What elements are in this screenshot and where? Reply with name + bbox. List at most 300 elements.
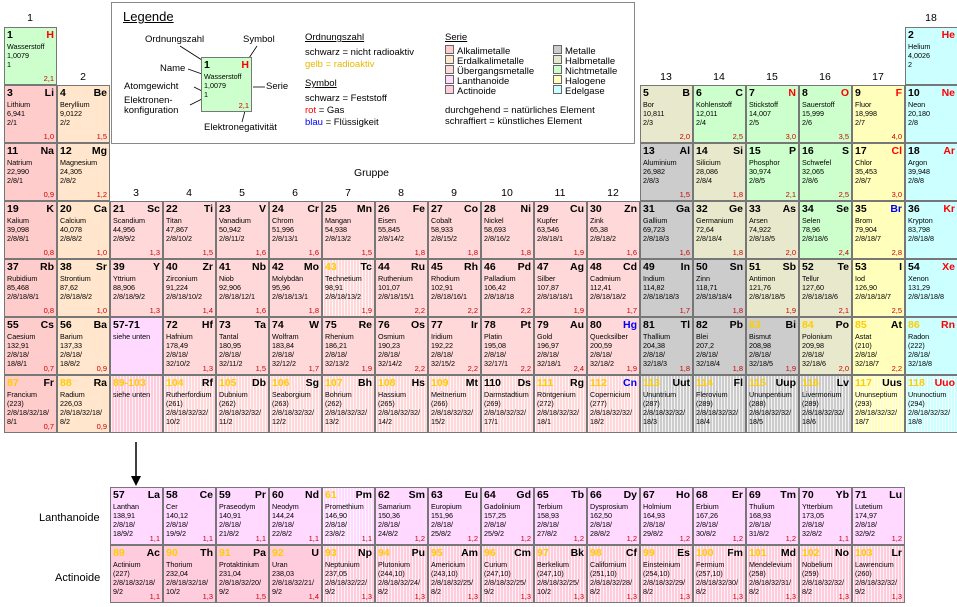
element-Ru[interactable] [375,259,428,317]
actinoid-Ac[interactable] [110,545,163,603]
element-symbol: Th [200,547,213,559]
electronegativity: 2,4 [838,248,849,257]
lanthanoid-Gd[interactable] [481,487,534,545]
actinoid-Np[interactable] [322,545,375,603]
lanthanoid-La[interactable] [110,487,163,545]
element-symbol: Rn [941,319,955,331]
element-symbol: Mg [91,145,107,157]
element-H[interactable] [4,27,57,85]
electron-configuration: 2/8/18/ 27/8/2 [537,520,559,538]
atomic-mass: (266) [431,399,448,408]
electronegativity: 1,8 [414,248,425,257]
atomic-mass: 51,996 [272,225,294,234]
element-Na[interactable] [4,143,57,201]
electronegativity: 1,2 [414,534,425,543]
element-name: Iod [855,274,865,283]
lanthanoid-Tb[interactable] [534,487,587,545]
atomic-number: 105 [219,377,237,389]
element-Br[interactable] [852,201,905,259]
element-symbol: Xe [942,261,955,273]
group-label-9: 9 [451,187,457,199]
element-C[interactable] [693,85,746,143]
element-Nb[interactable] [216,259,269,317]
actinoid-Th[interactable] [163,545,216,603]
electronegativity: 2,2 [891,364,902,373]
lanthanoid-Er[interactable] [693,487,746,545]
element-name: Wasserstoff [7,42,45,51]
element-name: Cer [166,502,178,511]
legend-symbol-blue-rest: = Flüssigkeit [322,117,379,128]
atomic-mass: (222) [908,341,925,350]
element-name: Mangan [325,216,351,225]
atomic-mass: (243,10) [431,569,458,578]
element-symbol: Pd [517,261,531,273]
atomic-mass: (244,10) [378,569,405,578]
element-symbol: Tc [360,261,372,273]
element-symbol: Uup [775,377,796,389]
electron-configuration: 2/8/18/32/32/ 8/2 [802,578,844,596]
legend-sample-symbol: H [241,59,249,71]
element-name: Chlor [855,158,873,167]
atomic-number: 71 [855,489,867,501]
element-W[interactable] [269,317,322,375]
element-Ag[interactable] [534,259,587,317]
element-name: Europium [431,502,462,511]
electron-configuration: 2/8/18/ 23/8/2 [325,520,347,538]
element-O[interactable] [799,85,852,143]
electron-configuration: 2/8/18/ 32/10/2 [166,350,190,368]
lanthanoid-Lu[interactable] [852,487,905,545]
lanthanoid-Ce[interactable] [163,487,216,545]
electronegativity: 1,3 [626,592,637,601]
element-Lv[interactable] [799,375,852,433]
element-name: Chrom [272,216,294,225]
element-Sb[interactable] [746,259,799,317]
element-symbol: B [682,87,690,99]
atomic-mass: 1,0079 [7,51,29,60]
gruppe-label: Gruppe [354,167,390,179]
element-Sn[interactable] [693,259,746,317]
electronegativity: 1,3 [467,592,478,601]
electron-configuration: 2/8/18/ 31/8/2 [749,520,771,538]
element-Ga[interactable] [640,201,693,259]
element-name: Lanthan [113,502,139,511]
element-Cl[interactable] [852,143,905,201]
element-Cd[interactable] [587,259,640,317]
actinoid-Pu[interactable] [375,545,428,603]
element-P[interactable] [746,143,799,201]
element-Tl[interactable] [640,317,693,375]
electron-configuration: 2/8/18/12/1 [219,292,255,301]
electron-configuration: 2/8/18/32/32/ 18/7 [855,408,897,426]
legend-series-label: Halbmetalle [565,56,616,67]
electron-configuration: 2/8/18/7 [855,234,881,243]
element-Ta[interactable] [216,317,269,375]
atomic-number: 33 [749,203,761,215]
element-name: Molybdän [272,274,304,283]
actinoid-Es[interactable] [640,545,693,603]
legend-label-symbol: Symbol [243,34,275,45]
actinoid-Bk[interactable] [534,545,587,603]
lanthanoid-Tm[interactable] [746,487,799,545]
element-symbol: K [46,203,54,215]
element-At[interactable] [852,317,905,375]
atomic-number: 104 [166,377,184,389]
element-Rg[interactable] [534,375,587,433]
element-Te[interactable] [799,259,852,317]
atomic-number: 26 [378,203,390,215]
atomic-number: 34 [802,203,814,215]
atomic-mass: 40,078 [60,225,82,234]
electronegativity: 3,0 [785,132,796,141]
element-S[interactable] [799,143,852,201]
legend-ordnungszahl-yellow: gelb = radioaktiv [305,59,375,70]
element-name: Livermorium [802,390,842,399]
element-Rf[interactable] [163,375,216,433]
electronegativity: 1,2 [573,534,584,543]
element-name: Copernicium [590,390,631,399]
element-Hf[interactable] [163,317,216,375]
atomic-number: 47 [537,261,549,273]
actinoid-Cm[interactable] [481,545,534,603]
atomic-mass: (254,10) [643,569,670,578]
element-B[interactable] [640,85,693,143]
element-89-103[interactable] [110,375,163,433]
element-As[interactable] [746,201,799,259]
actinoid-Lr[interactable] [852,545,905,603]
element-Se[interactable] [799,201,852,259]
group-label-6: 6 [292,187,298,199]
element-Sc[interactable] [110,201,163,259]
element-Ca[interactable] [57,201,110,259]
lanthanoid-Ho[interactable] [640,487,693,545]
atomic-number: 32 [696,203,708,215]
electron-configuration: 2/8/18/32/20/ 9/2 [219,578,261,596]
element-symbol: Po [835,319,849,331]
actinoid-Am[interactable] [428,545,481,603]
electron-configuration: 2/8/18/ 29/8/2 [643,520,665,538]
element-Tc[interactable] [322,259,375,317]
element-symbol: Ru [411,261,425,273]
element-symbol: Am [461,547,478,559]
element-Zr[interactable] [163,259,216,317]
electron-configuration: 2/8/18/ 32/18/6 [802,350,826,368]
element-I[interactable] [852,259,905,317]
atomic-mass: 95,96 [272,283,290,292]
element-Bi[interactable] [746,317,799,375]
element-Kr[interactable] [905,201,957,259]
actinoid-Fm[interactable] [693,545,746,603]
legend-label-atomgewicht: Atomgewicht [124,81,179,92]
atomic-mass: 72,64 [696,225,714,234]
atomic-number: 59 [219,489,231,501]
electronegativity: 2,2 [467,364,478,373]
element-Os[interactable] [375,317,428,375]
element-Ge[interactable] [693,201,746,259]
atomic-mass: 10,811 [643,109,665,118]
element-He[interactable] [905,27,957,85]
actinoid-No[interactable] [799,545,852,603]
element-name: Terbium [537,502,563,511]
element-Mg[interactable] [57,143,110,201]
element-name: Gallium [643,216,668,225]
element-Be[interactable] [57,85,110,143]
element-name: Stickstoff [749,100,779,109]
electronegativity: 1,1 [838,534,849,543]
element-symbol: Ga [675,203,690,215]
actinoid-Md[interactable] [746,545,799,603]
lanthanoid-Dy[interactable] [587,487,640,545]
element-symbol: Pt [520,319,531,331]
element-symbol: Es [677,547,690,559]
element-Uup[interactable] [746,375,799,433]
element-Cu[interactable] [534,201,587,259]
element-Bh[interactable] [322,375,375,433]
atomic-mass: 232,04 [166,569,188,578]
atomic-number: 61 [325,489,337,501]
element-Mn[interactable] [322,201,375,259]
element-Ba[interactable] [57,317,110,375]
atomic-mass: 39,948 [908,167,930,176]
element-Fr[interactable] [4,375,57,433]
legend-durchgehend: durchgehend = natürliches Element [445,105,595,116]
atomic-number: 70 [802,489,814,501]
atomic-mass: 127,60 [802,283,824,292]
actinoid-Pa[interactable] [216,545,269,603]
element-name: Phosphor [749,158,780,167]
element-Db[interactable] [216,375,269,433]
element-name: Americium [431,560,465,569]
element-symbol: Lr [891,547,902,559]
element-Al[interactable] [640,143,693,201]
electronegativity: 2,2 [520,364,531,373]
electron-configuration: 2/8/18/32/32/ 18/2 [590,408,632,426]
legend-series-item [445,85,496,97]
element-Ir[interactable] [428,317,481,375]
lanthanoid-Eu[interactable] [428,487,481,545]
atomic-number: 56 [60,319,72,331]
atomic-number: 77 [431,319,443,331]
electron-configuration: 2/8/18/32/29/ 8/2 [643,578,685,596]
atomic-number: 73 [219,319,231,331]
atomic-mass: 15,999 [802,109,824,118]
element-name: Calcium [60,216,86,225]
legend-swatch-alkali [445,45,454,54]
atomic-mass: (289) [802,399,819,408]
group-label-16: 16 [819,71,831,83]
atomic-mass: (277) [590,399,607,408]
lanthanoid-Yb[interactable] [799,487,852,545]
element-Ra[interactable] [57,375,110,433]
atomic-mass: 32,065 [802,167,824,176]
atomic-number: 37 [7,261,19,273]
electron-configuration: 2/8/18/ 32/11/2 [219,350,243,368]
element-symbol: Pm [355,489,372,501]
electronegativity: 0,9 [96,422,107,431]
element-Re[interactable] [322,317,375,375]
legend-label-konfiguration: konfiguration [124,105,179,116]
element-name: Hafnium [166,332,193,341]
element-Sr[interactable] [57,259,110,317]
element-Ti[interactable] [163,201,216,259]
element-Mt[interactable] [428,375,481,433]
atomic-mass: 237,05 [325,569,347,578]
element-Fl[interactable] [693,375,746,433]
element-Si[interactable] [693,143,746,201]
element-In[interactable] [640,259,693,317]
lanthanoid-Nd[interactable] [269,487,322,545]
element-Ds[interactable] [481,375,534,433]
element-Ne[interactable] [905,85,957,143]
element-Cr[interactable] [269,201,322,259]
electronegativity: 1,2 [626,534,637,543]
atomic-mass: 26,982 [643,167,665,176]
atomic-number: 117 [855,377,872,389]
element-Mo[interactable] [269,259,322,317]
element-Po[interactable] [799,317,852,375]
atomic-number: 72 [166,319,178,331]
element-Cs[interactable] [4,317,57,375]
atomic-mass: 30,974 [749,167,771,176]
element-name: Actinium [113,560,141,569]
actinoid-Cf[interactable] [587,545,640,603]
element-57-71[interactable] [110,317,163,375]
legend-swatch-lanthanoid [445,75,454,84]
element-Li[interactable] [4,85,57,143]
atomic-mass: (259) [802,569,819,578]
element-Zn[interactable] [587,201,640,259]
element-symbol: Ge [728,203,743,215]
electron-configuration: 2/8/18/32/24/ 8/2 [378,578,420,596]
element-name: Schwefel [802,158,832,167]
element-Pd[interactable] [481,259,534,317]
atomic-number: 90 [166,547,178,559]
element-symbol: Ce [199,489,213,501]
atomic-mass: 106,42 [484,283,506,292]
electronegativity: 2,0 [838,364,849,373]
atomic-number: 20 [60,203,72,215]
element-Fe[interactable] [375,201,428,259]
atomic-number: 101 [749,547,767,559]
legend-swatch-halbmetall [553,55,562,64]
element-Hs[interactable] [375,375,428,433]
element-symbol: Er [731,489,743,501]
element-Xe[interactable] [905,259,957,317]
element-Sg[interactable] [269,375,322,433]
atomic-mass: (223) [7,399,24,408]
actinoid-U[interactable] [269,545,322,603]
element-name: Tantal [219,332,239,341]
electron-configuration: 2/8/14/2 [378,234,404,243]
element-Hg[interactable] [587,317,640,375]
element-name: Berkelium [537,560,569,569]
electron-configuration: 2/8/18/9/2 [113,292,145,301]
lanthanoid-Sm[interactable] [375,487,428,545]
electronegativity: 2,0 [679,132,690,141]
element-name: Titan [166,216,182,225]
element-K[interactable] [4,201,57,259]
electron-configuration: 2/8/18/ 18/8/2 [60,350,82,368]
element-Co[interactable] [428,201,481,259]
element-Uuo[interactable] [905,375,957,433]
element-Rb[interactable] [4,259,57,317]
atomic-number: 95 [431,547,443,559]
element-symbol: Au [570,319,584,331]
atomic-number: 67 [643,489,655,501]
atomic-number: 68 [696,489,708,501]
element-Au[interactable] [534,317,587,375]
electron-configuration: 2/8/18/18/8 [908,292,944,301]
element-symbol: N [788,87,796,99]
element-Ni[interactable] [481,201,534,259]
element-Cn[interactable] [587,375,640,433]
element-Ar[interactable] [905,143,957,201]
element-Y[interactable] [110,259,163,317]
atomic-mass: 20,180 [908,109,930,118]
element-name: Platin [484,332,502,341]
element-N[interactable] [746,85,799,143]
electron-configuration: 2/8/18/32/32/ 18/3 [643,408,685,426]
element-Pt[interactable] [481,317,534,375]
element-name: Dysprosium [590,502,628,511]
electronegativity: 1,8 [467,248,478,257]
atomic-number: 78 [484,319,496,331]
atomic-number: 9 [855,87,861,99]
legend-series-item [553,85,605,97]
element-F[interactable] [852,85,905,143]
element-name: Antimon [749,274,776,283]
element-symbol: O [840,87,849,99]
element-Uut[interactable] [640,375,693,433]
atomic-number: 48 [590,261,602,273]
element-name: Mendelevium [749,560,792,569]
element-Rn[interactable] [905,317,957,375]
lanthanoid-Pr[interactable] [216,487,269,545]
element-V[interactable] [216,201,269,259]
electron-configuration: 2/8/18/ 32/18/4 [696,350,720,368]
atomic-mass: (247,10) [484,569,511,578]
legend-label-elektronen: Elektronen- [124,95,173,106]
element-name: Xenon [908,274,929,283]
legend-sample-en: 2,1 [238,101,249,110]
atomic-number: 22 [166,203,178,215]
electron-configuration: 2/5 [749,118,759,127]
element-symbol: Uus [882,377,902,389]
group-label-2: 2 [80,71,86,83]
element-Rh[interactable] [428,259,481,317]
electron-configuration: 2/8/11/2 [219,234,245,243]
element-name: Radon [908,332,930,341]
electron-configuration: 2/8/18/ 25/8/2 [431,520,453,538]
element-name: Röntgenium [537,390,576,399]
electron-configuration: 2/1 [7,118,17,127]
atomic-mass: 9,0122 [60,109,82,118]
electronegativity: 4,0 [891,132,902,141]
electronegativity: 1,8 [679,364,690,373]
element-Pb[interactable] [693,317,746,375]
element-name: Cobalt [431,216,452,225]
electron-configuration: 2/8/18/32/18/ 8/2 [60,408,102,426]
lanthanoid-Pm[interactable] [322,487,375,545]
atomic-number: 115 [749,377,766,389]
element-Uus[interactable] [852,375,905,433]
legend-symbol-red-rest: = Gas [316,105,345,116]
group-label-5: 5 [239,187,245,199]
legend-symbol-head: Symbol [305,78,337,89]
element-symbol: Ca [93,203,107,215]
legend-symbol-red [305,106,344,116]
atomic-number: 107 [325,377,343,389]
